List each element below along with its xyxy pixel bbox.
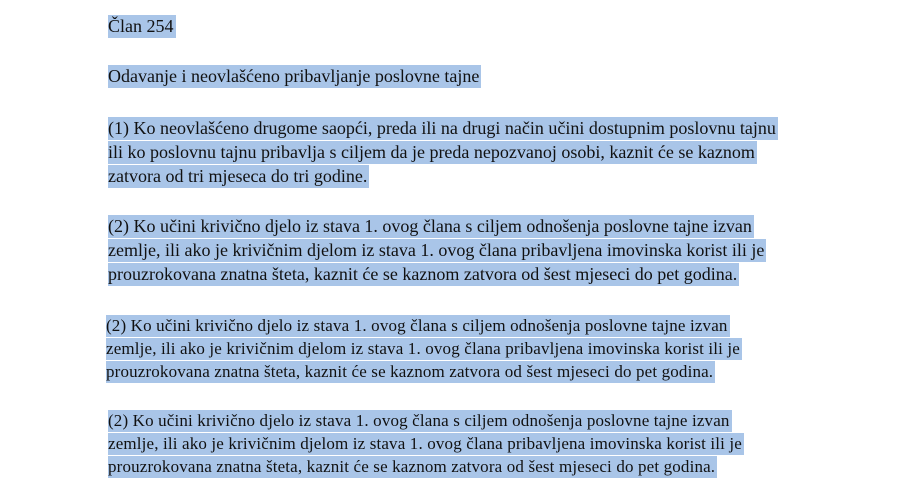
- paragraph-line: prouzrokovana znatna šteta, kaznit će se kaznom zatvora od šest mjeseci do pet godina.: [108, 264, 738, 284]
- article-heading: [108, 14, 176, 38]
- paragraph-line: (2) Ko učini krivično djelo iz stava 1. ovog člana s ciljem odnošenja poslovne tajne izvan: [108, 411, 730, 430]
- paragraph-line: prouzrokovana znatna šteta, kaznit će se kaznom zatvora od šest mjeseci do pet godina.: [108, 457, 716, 476]
- paragraph-line: (2) Ko učini krivično djelo iz stava 1. ovog člana s ciljem odnošenja poslovne tajne izvan: [106, 316, 728, 335]
- article-title: [108, 64, 481, 88]
- paragraph-line: zatvora od tri mjeseca do tri godine.: [108, 166, 368, 186]
- paragraph-line: prouzrokovana znatna šteta, kaznit će se kaznom zatvora od šest mjeseci do pet godina.: [106, 362, 714, 381]
- article-title-text: Odavanje i neovlašćeno pribavljanje poslovne tajne: [108, 66, 480, 86]
- paragraph-line: (2) Ko učini krivično djelo iz stava 1. ovog člana s ciljem odnošenja poslovne tajne izvan: [108, 216, 752, 236]
- paragraph-line: zemlje, ili ako je krivičnim djelom iz stava 1. ovog člana pribavljena imovinska korist ili je: [108, 434, 742, 453]
- paragraph-line: ili ko poslovnu tajnu pribavlja s ciljem da je preda nepozvanoj osobi, kaznit će se kaznom: [108, 142, 755, 162]
- paragraph-4: [108, 409, 744, 478]
- paragraph-1: [108, 116, 778, 188]
- paragraph-3: [106, 314, 742, 383]
- paragraph-line: zemlje, ili ako je krivičnim djelom iz stava 1. ovog člana pribavljena imovinska korist ili je: [108, 240, 765, 260]
- paragraph-2: [108, 214, 766, 286]
- article-heading-text: Član 254: [108, 16, 174, 36]
- paragraph-line: zemlje, ili ako je krivičnim djelom iz stava 1. ovog člana pribavljena imovinska korist ili je: [106, 339, 740, 358]
- paragraph-line: (1) Ko neovlašćeno drugome saopći, preda ili na drugi način učini dostupnim poslovnu tajnu: [108, 118, 776, 138]
